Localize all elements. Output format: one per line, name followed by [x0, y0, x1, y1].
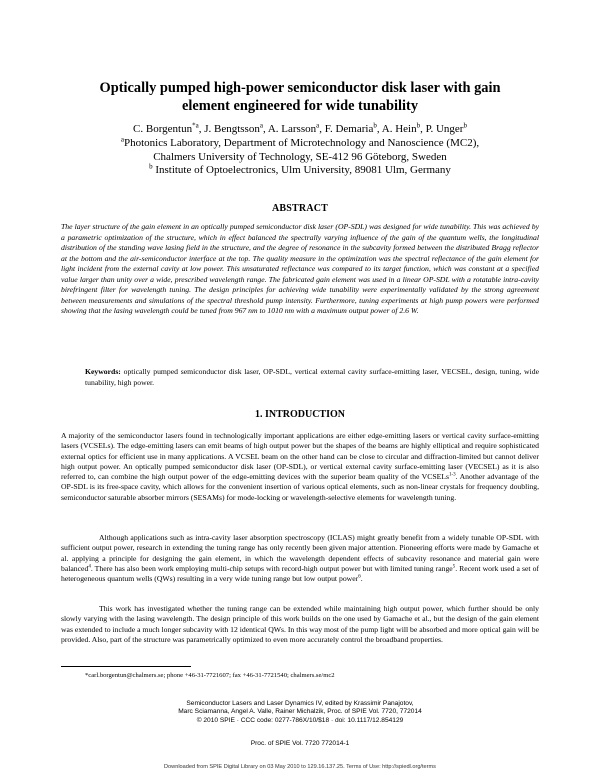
- title-line-1: Optically pumped high-power semiconductor disk laser with gain: [99, 80, 501, 96]
- footnote-divider: [61, 666, 191, 667]
- page-number: Proc. of SPIE Vol. 7720 772014-1: [250, 740, 350, 747]
- abstract-heading: ABSTRACT: [271, 203, 329, 214]
- title-line-2: element engineered for wide tunability: [181, 98, 419, 114]
- author-list: [40, 123, 560, 137]
- footnote: *carl.borgentun@chalmers.se; phone +46-31-7721607; fax +46-31-7721540; chalmers.se/mc2: [85, 672, 335, 679]
- keywords-text: optically pumped semiconductor disk laser, OP-SDL, vertical external cavity surface-emitting laser, VECSEL, design, tuning, wide tunability, high power.: [85, 367, 539, 387]
- keywords: [85, 367, 539, 388]
- keywords-label: Keywords:: [85, 367, 121, 376]
- author: J. Bengtsson$^a$,: [204, 121, 268, 135]
- download-notice: Downloaded from SPIE Digital Library on 03 May 2010 to 129.16.137.25. Terms of Use: http://spiedl.org/terms: [164, 764, 436, 770]
- paper-title: [40, 79, 560, 115]
- abstract-text: The layer structure of the gain element in an optically pumped semiconductor disk laser (OP-SDL) was designed for wide tunability. This was achieved by a parametric optimization of the structure, which in effect balanced the spectrally varying influence of the gain of the quantum wells, the longitudinal distribution of the standing wave lasing field in the structure, and the degree of resonance in the subcavity formed between the distributed Bragg reflector at the bottom and the air-semiconductor interface at the top. The quality measure in the optimization was the spectral reflectance of the gain element for light incident from the external cavity at low power. This unsaturated reflectance was compared to its target function, which was constant at a specified value larger than unity over a wide, prescribed wavelength range. The fabricated gain element was used in a linear OP-SDL with a rotatable intra-cavity birefringent filter for wavelength tuning. The design principles for achieving wide tunability were experimentally validated by the strong agreement between measurements and simulations of the spectral threshold pump intensity. Furthermore, tuning experiments at high pump powers were performed showing that the lasing wavelength could be tuned from 967 nm to 1010 nm with a maximum output power of 2.6 W.: [61, 222, 539, 315]
- author: A. Larsson$^a$,: [267, 121, 325, 135]
- affiliation-b: $^b$ Institute of Optoelectronics, Ulm University, 89081 Ulm, Germany: [149, 162, 451, 176]
- intro-paragraph-1: A majority of the semiconductor lasers found in technologically important applications are either edge-emitting lasers or vertical cavity surface-emitting lasers (VCSELs). The edge-emitting lasers can emit beams of high output power but the shapes of the beams are highly elliptical and require sophisticated external optics for efficient use in many applications. A VCSEL beam on the other hand can be close to circular and diffraction-limited but cannot deliver high output power. An optically pumped semiconductor disk laser (OP-SDL), or vertical external cavity surface-emitting laser (VECSEL) as it is also referred to, can combine the high output power of the edge-emitting devices with the superior beam quality of the VCSELs$^{1-3}$. Another advantage of the OP-SDL is its free-space cavity, which allows for the convenient insertion of various optical elements, such as non-linear crystals for frequency doubling, semiconductor saturable absorber mirrors (SESAMs) for mode-locking or wavelength-selective elements for wavelength tuning.: [61, 431, 539, 502]
- affiliation-a: $^a$Photonics Laboratory, Department of Microtechnology and Nanoscience (MC2), Chalmers University of Technology, SE-412 96 Göteborg, Sweden: [120, 135, 480, 163]
- section-heading-introduction: 1. INTRODUCTION: [254, 409, 345, 420]
- proceedings-info: Semiconductor Lasers and Laser Dynamics IV, edited by Krassimir Panajotov, Marc Sciamanna, Angel A. Valle, Rainer Michalzik, Proc. of SPIE Vol. 7720, 772014 © 2010 SPIE · CCC code: 0277-786X/10/$18 · doi: 10.1117/12.854129: [178, 700, 422, 724]
- author: P. Unger$^b$: [425, 121, 467, 135]
- author: A. Hein$^b$,: [381, 121, 426, 135]
- intro-paragraph-3: This work has investigated whether the tuning range can be extended while maintaining high output power, which further should be only slowly varying with the lasing wavelength. The design principle of this work builds on the one used by Gamache et al., but the design of the gain element was extended to include a much longer subcavity with 12 identical QWs. In this way most of the pump light will be absorbed and more optical gain will be provided. Also, part of the structure was parametrically optimized to even more accurately control the broadband properties.: [61, 604, 539, 644]
- author: F. Demaria$^b$,: [324, 121, 382, 135]
- intro-paragraph-2: Although applications such as intra-cavity laser absorption spectroscopy (ICLAS) might greatly benefit from a widely tunable OP-SDL with sufficient output power, research in extending the tuning range has only recently been given major attention. Pioneering efforts were made by Gamache et al. applying a principle for designing the gain element, in which the wavelength dependent effects of subcavity resonance and material gain were balanced$^4$. There has also been work employing multi-chip setups with record-high output power but with limited tuning range$^5$. Recent work used a set of heterogeneous quantum wells (QWs) resulting in a very wide tuning range but low output power$^6$.: [61, 533, 539, 584]
- author: C. Borgentun$^{*a}$,: [133, 121, 205, 135]
